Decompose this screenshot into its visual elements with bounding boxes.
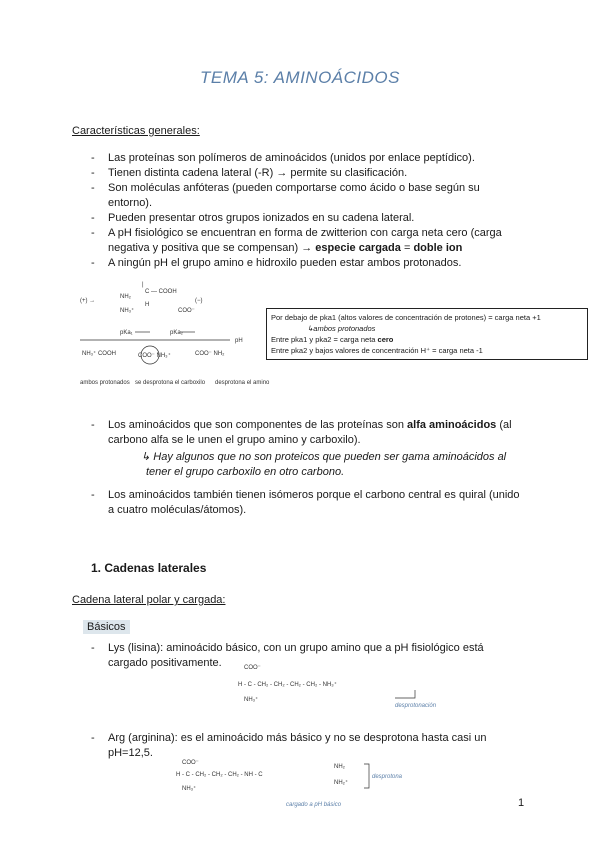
- box-arrow-icon: ↳: [307, 324, 314, 333]
- sketch-ph: pH: [235, 338, 243, 344]
- page-number: 1: [518, 797, 525, 809]
- sketch-note-ambos: ambos protonados: [80, 380, 130, 386]
- list-item: - Las proteínas son polímeros de aminoácidos (unidos por enlace peptídico).: [91, 152, 475, 164]
- sketch-left-group: NH₃⁺ COOH: [82, 351, 116, 357]
- sketch-nh2: NH₂: [120, 294, 131, 300]
- sketch-note-amino: desprotona el amino: [215, 380, 270, 386]
- sketch-note-left: (+) →: [80, 298, 96, 304]
- section-heading: 1. Cadenas laterales: [91, 561, 207, 575]
- svg-text:|: |: [142, 282, 144, 288]
- lys-arrow: [395, 690, 415, 698]
- lys-main-chain: H - C - CH₂ - CH₂ - CH₂ - CH₂ - NH₃⁺: [238, 682, 337, 688]
- box-line-2: ambos protonados: [313, 324, 376, 333]
- bullet-list: [91, 151, 531, 271]
- page-title: TEMA 5: AMINOÁCIDOS: [200, 68, 400, 87]
- box-line-1: Por debajo de pka1 (altos valores de concentración de protones) = carga neta +1: [271, 313, 541, 322]
- list-item: - Tienen distinta cadena lateral (-R) → permite su clasificación.: [91, 167, 408, 179]
- arg-note: desprotona: [372, 774, 403, 780]
- sketch-note-right: (−): [195, 298, 203, 304]
- lys-nh3: NH₃⁺: [244, 697, 259, 703]
- gamma-note: ↳ Hay algunos que no son proteicos que pueden ser gama aminoácidos al tener el grupo carboxilo en otro carbono.: [141, 451, 507, 478]
- box-line-4: Entre pka2 y bajos valores de concentración H⁺ = carga neta -1: [271, 346, 483, 355]
- list-item: - Los aminoácidos que son componentes de las proteínas son alfa aminoácidos (al carbono alfa se le unen el grupo amino y carboxilo).: [91, 419, 512, 446]
- list-item: - Pueden presentar otros grupos ionizados en su cadena lateral.: [91, 212, 415, 224]
- charge-box: [266, 308, 588, 360]
- basicos-label: Básicos: [83, 620, 130, 634]
- note-arrow-icon: ↳: [141, 451, 154, 463]
- lys-formula: [230, 663, 450, 713]
- sketch-pka2: pKa₂: [170, 330, 184, 336]
- lys-coo: COO⁻: [244, 665, 261, 671]
- arg-bracket: [364, 764, 369, 788]
- sketch-note-carboxilo: se desprotona el carboxilo: [135, 380, 206, 386]
- sketch-coo: COO⁻: [178, 308, 195, 314]
- sketch-c-cooh: C — COOH: [145, 289, 177, 295]
- arg-nh2-plus: NH₂⁺: [334, 780, 349, 786]
- list-item: - Lys (lisina): aminoácido básico, con un grupo amino que a pH fisiológico está cargado positivamente.: [91, 642, 484, 669]
- list-item: - A pH fisiológico se encuentran en forma de zwitterion con carga neta cero (carga negativa y positiva que se compensan) → especie cargada = doble ion: [91, 227, 502, 254]
- sketch-pka1: pKa₁: [120, 330, 133, 336]
- arg-main-chain: H - C - CH₂ - CH₂ - CH₂ - NH - C: [176, 772, 263, 778]
- sketch-middle-group: COO⁻ NH₃⁺: [138, 353, 171, 359]
- sketch-h: H: [145, 302, 150, 308]
- box-line-3: Entre pka1 y pka2 = carga neta cero: [271, 335, 394, 344]
- lys-note: desprotonación: [395, 703, 437, 709]
- arg-nh2: NH₂: [334, 764, 345, 770]
- titration-sketch: [80, 280, 280, 400]
- list-item: - Son moléculas anfóteras (pueden comportarse como ácido o base según su entorno).: [91, 182, 480, 209]
- arg-formula: [168, 758, 408, 820]
- general-heading: Características generales:: [72, 125, 200, 137]
- list-item: - Los aminoácidos también tienen isómeros porque el carbono central es quiral (unido a cuatro moléculas/átomos).: [91, 489, 520, 516]
- arg-nh3: NH₃⁺: [182, 786, 197, 792]
- subsection-heading: Cadena lateral polar y cargada:: [72, 594, 226, 606]
- arg-coo: COO⁻: [182, 760, 199, 766]
- sketch-right-group: COO⁻ NH₂: [195, 351, 225, 357]
- list-item: - A ningún pH el grupo amino e hidroxilo pueden estar ambos protonados.: [91, 257, 462, 269]
- sketch-nh3: NH₃⁺: [120, 308, 135, 314]
- list-item: - Arg (arginina): es el aminoácido más básico y no se desprotona hasta casi un pH=12,5.: [91, 732, 487, 759]
- arg-note-2: cargado a pH básico: [286, 802, 342, 808]
